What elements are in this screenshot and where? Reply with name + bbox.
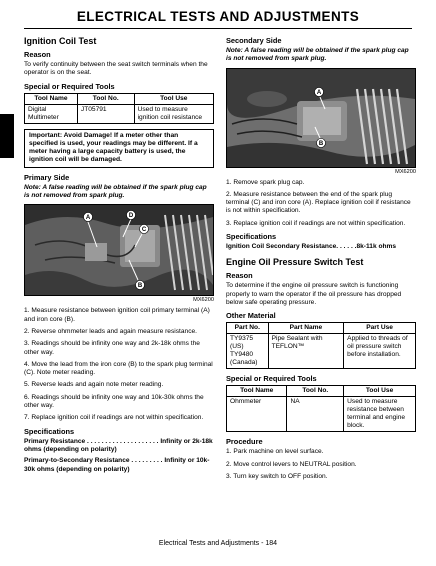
table-cell: JT05791 (77, 104, 134, 123)
specifications-heading: Specifications (226, 232, 277, 242)
table-header-row (227, 386, 416, 397)
column-header: Part No. (227, 323, 269, 334)
table-cell: TY9375 (US) TY9480 (Canada) (227, 334, 269, 369)
step-7: 7. Replace ignition coil if readings are not within specification. (24, 414, 204, 422)
step-4: 4. Move the lead from the iron core (B) to the spark plug terminal (C). Note meter reading. (24, 360, 213, 377)
secondary-step-1: 1. Remove spark plug cap. (226, 178, 305, 186)
page-title: ELECTRICAL TESTS AND ADJUSTMENTS (76, 9, 360, 24)
tools-heading: Special or Required Tools (226, 374, 317, 384)
primary-to-secondary-spec: Primary-to-Secondary Resistance . . . . . . . . . Infinity or 10k-30k ohms (depending on polarity) (24, 457, 210, 473)
header-rule (24, 28, 412, 29)
secondary-resistance-spec: Ignition Coil Secondary Resistance. . . . . .8k-11k ohms (226, 243, 397, 251)
table-cell: Used to measure ignition coil resistance (134, 104, 213, 123)
column-header: Tool Use (344, 386, 416, 397)
table-cell: Pipe Sealant with TEFLON™ (268, 334, 344, 369)
ignition-coil-primary-photo (24, 204, 214, 296)
secondary-step-2: 2. Measure resistance between the end of the spark plug terminal (C) and iron core (A). Replace ignition coil if resistance is not within specification. (226, 190, 411, 215)
column-header: Part Use (344, 323, 416, 334)
table-cell: Applied to threads of oil pressure switch before installation. (344, 334, 416, 369)
step-2: 2. Reverse ohmmeter leads and again measure resistance. (24, 327, 197, 335)
column-header: Tool Name (25, 93, 78, 104)
page-header (0, 0, 436, 34)
section-tab-marker (0, 114, 14, 158)
table-cell: NA (287, 397, 344, 432)
table-header-row (227, 323, 416, 334)
column-header: Tool No. (287, 386, 344, 397)
important-warning-box: Important: Avoid Damage! If a meter other than specified is used, your readings may be different. If a meter having a large capacity battery is used, the ignition coil will be damaged. (24, 129, 214, 168)
page-footer: Electrical Tests and Adjustments - 184 (158, 540, 278, 547)
tools-table (24, 93, 214, 124)
reason-text: To verify continuity between the seat switch terminals when the operator is on the seat. (24, 61, 208, 77)
specifications-heading: Specifications (24, 426, 75, 436)
callout-label: B (137, 283, 143, 290)
tools-table (226, 385, 416, 432)
callout-label: A (85, 215, 91, 222)
engine-photo-image (227, 69, 415, 167)
callout-label: B (318, 140, 324, 147)
table-row (25, 104, 214, 123)
column-header: Tool Use (134, 93, 213, 104)
table-row (227, 334, 416, 369)
procedure-heading: Procedure (226, 437, 263, 447)
reason-text: To determine if the engine oil pressure switch is functioning properly to warn the operator if the oil pressure has dropped below safe operating pressure. (226, 282, 402, 306)
callout-label: A (316, 89, 322, 96)
section-title-oil-pressure-switch-test: Engine Oil Pressure Switch Test (226, 257, 364, 268)
engine-photo-image (25, 205, 213, 295)
column-header: Part Name (268, 323, 344, 334)
left-column (24, 36, 214, 477)
ignition-coil-secondary-photo (226, 68, 416, 168)
callout-label: D (128, 213, 134, 220)
figure-id: MX6200 (395, 168, 416, 175)
figure-id: MX6200 (193, 297, 214, 304)
reason-heading: Reason (24, 50, 51, 59)
step-1: 1. Measure resistance between ignition coil primary terminal (A) and iron core (B). (24, 307, 210, 323)
step-3: 3. Readings should be infinity one way and 2k-18k ohms the other way. (24, 340, 200, 356)
tools-heading: Special or Required Tools (24, 81, 115, 91)
step-5: 5. Reverse leads and again note meter reading. (24, 381, 164, 389)
primary-side-heading: Primary Side (24, 172, 70, 182)
secondary-side-note: Note: A false reading will be obtained if the spark plug cap is not removed from spark plug. (226, 47, 409, 63)
primary-resistance-spec: Primary Resistance . . . . . . . . . . . . . . . . . . . . Infinity or 2k-18k ohms (depending on polarity) (24, 437, 213, 453)
callout-label: C (141, 227, 147, 234)
procedure-step-3: 3. Turn key switch to OFF position. (226, 472, 328, 480)
table-cell: Used to measure resistance between terminal and engine block. (344, 397, 416, 432)
other-material-heading: Other Material (226, 311, 276, 321)
secondary-side-heading: Secondary Side (226, 36, 282, 45)
table-row (227, 397, 416, 432)
primary-side-note: Note: A false reading will be obtained if the spark plug cap is not removed from spark plug. (24, 183, 207, 200)
section-title-ignition-coil-test: Ignition Coil Test (24, 36, 97, 46)
reason-heading: Reason (226, 271, 253, 281)
secondary-step-3: 3. Replace ignition coil if readings are not within specification. (226, 219, 406, 227)
right-column (226, 36, 416, 485)
column-header: Tool No. (77, 93, 134, 104)
table-cell: Digital Multimeter (25, 104, 78, 123)
procedure-step-2: 2. Move control levers to NEUTRAL position. (226, 460, 357, 468)
table-cell: Ohmmeter (227, 397, 287, 432)
column-header: Tool Name (227, 386, 287, 397)
table-header-row (25, 93, 214, 104)
step-6: 6. Readings should be infinity one way and 10k-30k ohms the other way. (24, 393, 204, 410)
procedure-step-1: 1. Park machine on level surface. (226, 448, 324, 456)
material-table (226, 322, 416, 369)
